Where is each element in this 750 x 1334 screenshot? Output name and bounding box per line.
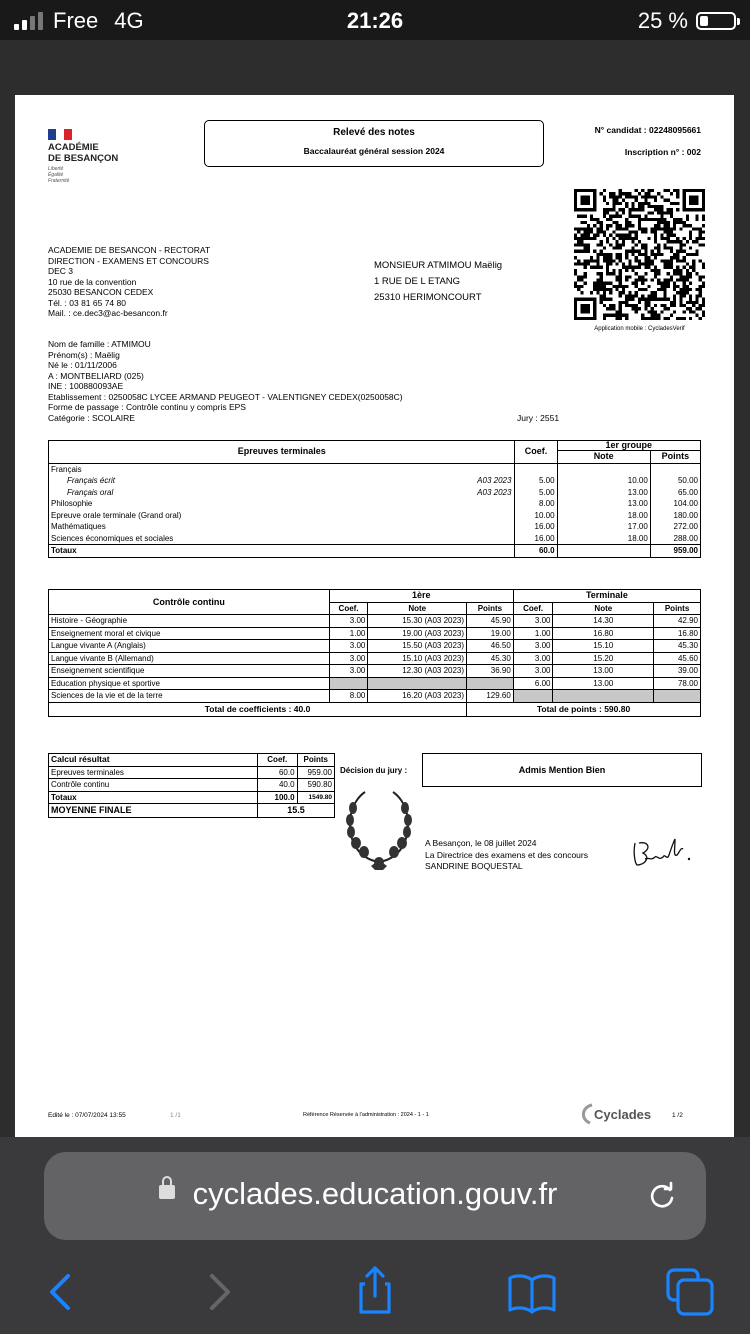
doc-title: Relevé des notes: [333, 127, 415, 138]
forward-icon[interactable]: [190, 1262, 250, 1322]
logo-motto: Liberté Égalité Fraternité: [48, 166, 70, 184]
page-count: 1 /1: [170, 1112, 181, 1119]
battery-percent: 25 %: [637, 8, 688, 33]
assessment-row: Langue vivante A (Anglais) 3.00 15.50 (A03 2023) 46.50 3.00 15.10 45.30: [49, 640, 701, 653]
admin-reference: Référence Réservée à l'administration : 2024 - 1 - 1: [303, 1112, 429, 1118]
inscription-number: Inscription n° : 002: [624, 147, 701, 157]
qr-caption: Application mobile : CycladesVerif: [594, 326, 685, 332]
exam-row: Philosophie 8.00 13.00 104.00: [49, 498, 701, 510]
browser-toolbar: [0, 1137, 750, 1334]
title-box: [204, 120, 544, 167]
edited-date: Edité le : 07/07/2024 13:55: [48, 1112, 126, 1119]
qr-code: [574, 189, 705, 320]
battery-icon: [696, 12, 736, 30]
jury-number: Jury : 2551: [517, 413, 560, 423]
recipient-address: MONSIEUR ATMIMOU Maëlig 1 RUE DE L ETANG 25310 HERIMONCOURT: [374, 260, 503, 303]
transcript-page: [15, 95, 734, 1154]
exam-row: Mathématiques 16.00 17.00 272.00: [49, 521, 701, 533]
cyclades-logo: Cyclades: [578, 1103, 651, 1125]
address-bar[interactable]: [44, 1152, 706, 1240]
signature-block: A Besançon, le 08 juillet 2024 La Directrice des examens et des concours SANDRINE BOQUESTAL: [425, 838, 588, 871]
academie-logo: [48, 129, 118, 184]
exam-row: Français oral A03 2023 5.00 13.00 65.00: [49, 487, 701, 499]
exam-row: Sciences économiques et sociales 16.00 18.00 288.00: [49, 533, 701, 545]
director-signature: [629, 835, 695, 871]
marianne-flag-icon: [48, 129, 72, 140]
bookmarks-icon[interactable]: [502, 1262, 562, 1322]
page-number: 1 /2: [672, 1112, 683, 1119]
jury-decision-box: Admis Mention Bien: [422, 753, 702, 787]
network-label: 4G: [114, 8, 144, 33]
candidate-numbers: [595, 124, 701, 158]
exam-row: Epreuve orale terminale (Grand oral) 10.00 18.00 180.00: [49, 510, 701, 522]
assessment-row: Education physique et sportive 6.00 13.00 78.00: [49, 677, 701, 690]
candidate-identity: Nom de famille : ATMIMOU Prénom(s) : Maëlig Né le : 01/11/2006 A : MONTBELIARD (025) INE : 100880093AE Etablissement : 0250058C LYCEE ARMAND PEUGEOT - VALENTIGNEY CEDEX(0250058C) Forme de passage : Contrôle continu y compris EPS Catégorie : SCOLAIRE: [48, 339, 403, 423]
exam-row: Français: [49, 463, 701, 475]
assessment-row: Enseignement scientifique 3.00 12.30 (A03 2023) 36.90 3.00 13.00 39.00: [49, 665, 701, 678]
sender-address: ACADEMIE DE BESANCON - RECTORAT DIRECTION - EXAMENS ET CONCOURS DEC 3 10 rue de la convention 25030 BESANCON CEDEX Tél. : 03 81 65 74 80 Mail. : ce.dec3@ac-besancon.fr: [48, 245, 211, 318]
jury-decision-label: Décision du jury :: [340, 766, 408, 775]
status-bar: [0, 0, 750, 40]
final-exams-table: Epreuves terminales Coef. 1er groupe Note Points Français Français écrit A03 2023 5.00 10.00 50.00 Français oral A03 2023 5.00 13.00 65.00 Philosophie 8.00 13.00 104.00 Epreuve orale terminale (Grand oral) 10.00 18.00 180.00 Mathématiques 16.00 17.00 272.00 Sciences économiques et sociales 16.00 18.00 288.00 Totaux 60.0 959.00: [48, 440, 701, 558]
exam-row: Français écrit A03 2023 5.00 10.00 50.00: [49, 475, 701, 487]
assessment-row: Langue vivante B (Allemand) 3.00 15.10 (A03 2023) 45.30 3.00 15.20 45.60: [49, 652, 701, 665]
url-text[interactable]: cyclades.education.gouv.fr: [192, 1176, 558, 1211]
result-calculation-table: Calcul résultat Coef. Points Epreuves terminales 60.0 959.00 Contrôle continu 40.0 590.80 Totaux 100.0 1549.80 MOYENNE FINALE 15.5: [48, 753, 335, 818]
logo-line1: ACADÉMIE: [48, 142, 99, 153]
assessment-row: Sciences de la vie et de la terre 8.00 16.20 (A03 2023) 129.60: [49, 690, 701, 703]
share-icon[interactable]: [345, 1262, 405, 1322]
cyclades-swoosh-icon: [578, 1103, 594, 1125]
logo-line2: DE BESANÇON: [48, 153, 119, 164]
reload-icon[interactable]: [646, 1180, 678, 1212]
assessment-row: Histoire - Géographie 3.00 15.30 (A03 2023) 45.90 3.00 14.30 42.90: [49, 615, 701, 628]
final-average-value: 15.5: [258, 804, 335, 818]
document-viewer[interactable]: [0, 40, 750, 1137]
next-page-edge: [15, 1127, 734, 1137]
final-average-label: MOYENNE FINALE: [49, 804, 258, 818]
carrier-label: Free: [53, 8, 99, 33]
back-icon[interactable]: [30, 1262, 90, 1322]
clock: 21:26: [346, 8, 404, 33]
continuous-assessment-table: Contrôle continu 1ère Terminale Coef. Note Points Coef. Note Points Histoire - Géographie 3.00 15.30 (A03 2023) 45.90 3.00 14.30 42.90 Enseignement moral et civique 1.00 19.00 (A03 2023) 19.00 1.00 16.80 16.80 Langue vivante A (Anglais) 3.00 15.50 (A03 2023) 46.50 3.00 15.10 45.30 Langue vivante B (Allemand) 3.00 15.10 (A03 2023) 45.30 3.00 15.20 45.60 Enseignement scientifique 3.00 12.30 (A03 2023) 36.90 3.00 13.00 39.00 Education physique et sportive 6.00 13.00 78.00 Sciences de la vie et de la terre 8.00 16.20 (A03 2023) 129.60 Total de coefficients : 40.0 Total de points : 590.80: [48, 589, 701, 717]
republic-seal-icon: [341, 788, 417, 870]
assessment-row: Enseignement moral et civique 1.00 19.00 (A03 2023) 19.00 1.00 16.80 16.80: [49, 627, 701, 640]
candidate-number: N° candidat : 02248095661: [594, 125, 701, 135]
doc-subtitle: Baccalauréat général session 2024: [303, 146, 445, 156]
tabs-icon[interactable]: [660, 1262, 720, 1322]
